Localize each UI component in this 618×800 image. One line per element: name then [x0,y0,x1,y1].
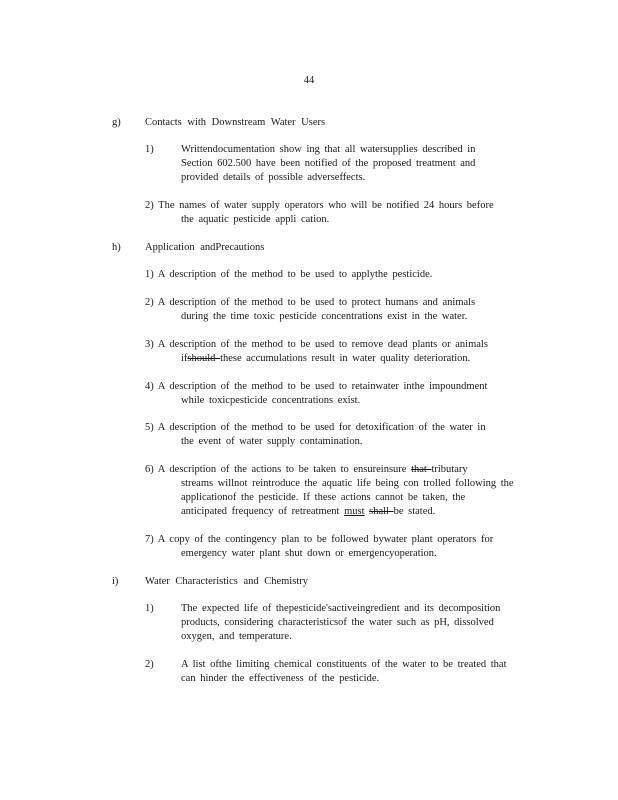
item-line: applicationof the pesticide. If these actions cannot be taken, the [181,492,466,503]
section-title: Application andPrecautions [145,242,265,253]
section-letter: h) [112,242,121,253]
list-item-h7 [145,533,543,561]
underlined-text: must [344,506,365,517]
item-line: 2) The names of water supply operators who will be notified 24 hours before [145,200,494,211]
item-line: while toxicpesticide concentrations exist. [181,395,361,406]
item-number: 2) [145,659,154,670]
list-item-h5 [145,421,543,449]
item-line: the event of water supply contamination. [181,436,363,447]
item-line: emergency water plant shut down or emergencyoperation. [181,548,437,559]
item-line: The expected life of thepesticide'sactiveingredient and its decomposition [181,603,501,614]
list-item-h2 [145,296,543,324]
list-item-h4 [145,380,543,408]
item-line: 5) A description of the method to be used for detoxification of the water in [145,422,486,433]
list-item-g2 [145,199,543,227]
item-line [145,505,543,519]
section-letter: g) [112,117,121,128]
item-line: products, considering characteristicsof the water such as pH, dissolved [181,617,494,628]
item-line [145,463,543,477]
item-line: 3) A description of the method to be used to remove dead plants or animals [145,339,488,350]
item-line: streams willnot reintroduce the aquatic life being con trolled following the [181,478,514,489]
item-line: 2) A description of the method to be used to protect humans and animals [145,297,476,308]
item-number: 1) [145,603,154,614]
item-line: oxygen, and temperature. [181,631,292,642]
item-line: during the time toxic pesticide concentrations exist in the water. [181,311,468,322]
text-run: be stated. [393,506,436,517]
struck-text: that [411,464,432,475]
page-number: 44 [303,75,315,86]
item-number: 1) [145,144,154,155]
item-line: the aquatic pesticide appli cation. [181,214,330,225]
struck-text: shall [369,506,394,517]
list-item-h3 [145,338,543,366]
item-line: 7) A copy of the contingency plan to be followed bywater plant operators for [145,534,494,545]
text-run: tributary [431,464,468,475]
item-line: provided details of possible adverseffects. [181,172,366,183]
list-item-h1 [145,268,543,282]
text-run: anticipated frequency of retreatment [181,506,345,517]
section-title: Contacts with Downstream Water Users [145,117,326,128]
section-title: Water Characteristics and Chemistry [145,576,308,587]
struck-text: should [187,353,221,364]
item-line: Section 602.500 have been notified of the proposed treatment and [181,158,476,169]
list-item-h6 [145,463,543,519]
text-run: 6) A description of the actions to be taken to ensureinsure [145,464,412,475]
item-line [145,352,543,366]
item-line: A list ofthe limiting chemical constituents of the water to be treated that [181,659,507,670]
item-line: 1) A description of the method to be used to applythe pesticide. [145,269,433,280]
section-letter: i) [112,576,119,587]
item-line: can hinder the effectiveness of the pesticide. [181,673,380,684]
text-run: if [181,353,188,364]
text-run: these accumulations result in water quality deterioration. [220,353,471,364]
item-line: Writtendocumentation show ing that all watersupplies described in [181,144,476,155]
item-line: 4) A description of the method to be used to retainwater inthe impoundment [145,381,488,392]
